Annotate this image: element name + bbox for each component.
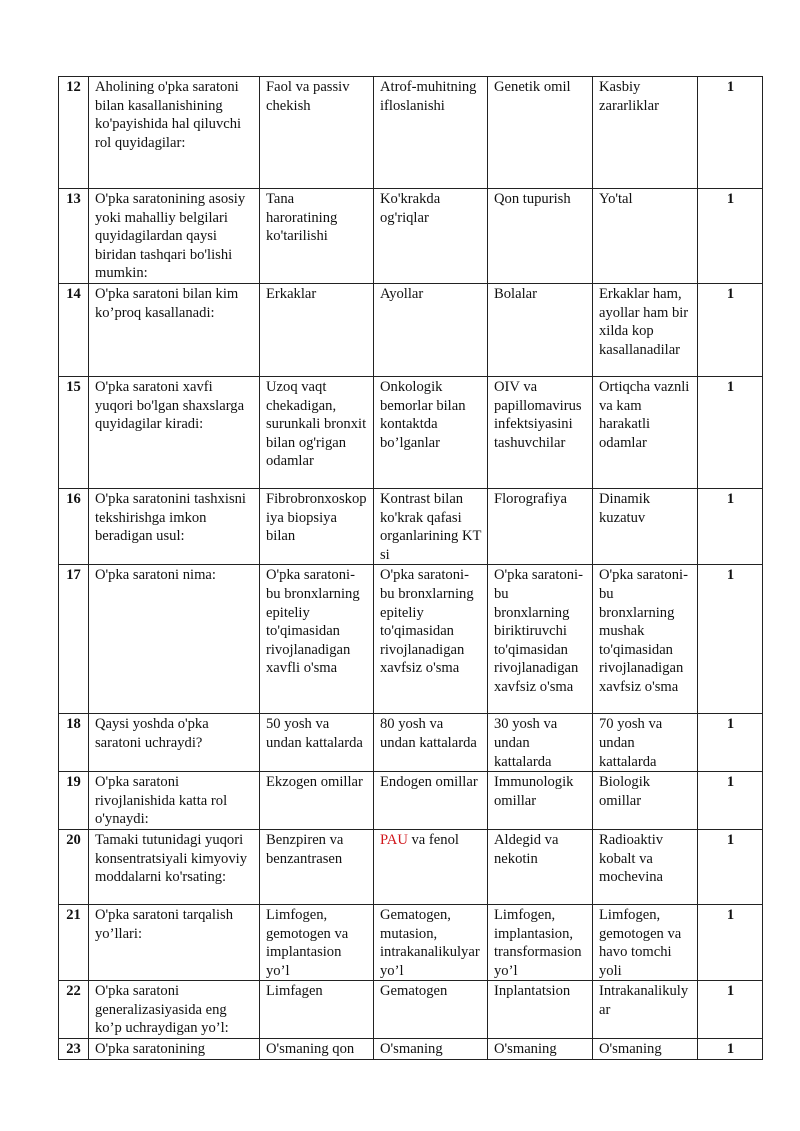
question-text: O'pka saratoni generalizasiyasida eng ko’p uchraydigan yo’l: bbox=[89, 981, 260, 1039]
table-row bbox=[59, 981, 763, 1039]
score: 1 bbox=[698, 488, 763, 564]
answer-d: Limfogen, gemotogen va havo tomchi yoli bbox=[593, 904, 698, 980]
question-text: Aholining o'pka saratoni bilan kasallanishining ko'payishida hal qiluvchi rol quyidagilar: bbox=[89, 77, 260, 189]
answer-a: Fibrobronxoskopiya biopsiya bilan bbox=[260, 488, 374, 564]
answer-d: Biologik omillar bbox=[593, 772, 698, 830]
score: 1 bbox=[698, 981, 763, 1039]
question-text: O'pka saratoni bilan kim ko’proq kasallanadi: bbox=[89, 283, 260, 376]
answer-a: Erkaklar bbox=[260, 283, 374, 376]
answer-d: Radioaktiv kobalt va mochevina bbox=[593, 829, 698, 904]
answer-d: Kasbiy zararliklar bbox=[593, 77, 698, 189]
answer-c: OIV va papillomavirus infektsiyasini tashuvchilar bbox=[488, 376, 593, 488]
answer-c: Qon tupurish bbox=[488, 189, 593, 284]
table-row bbox=[59, 829, 763, 904]
question-number: 14 bbox=[59, 283, 89, 376]
question-number: 23 bbox=[59, 1039, 89, 1060]
answer-a: O'smaning qon bbox=[260, 1039, 374, 1060]
answer-b-highlight: PAU bbox=[380, 831, 408, 848]
table-row bbox=[59, 1039, 763, 1060]
answer-a: Limfogen, gemotogen va implantasion yo’l bbox=[260, 904, 374, 980]
question-text: O'pka saratonining asosiy yoki mahalliy belgilari quyidagilardan qaysi biridan tashqari bo'lishi mumkin: bbox=[89, 189, 260, 284]
question-text: O'pka saratoni xavfi yuqori bo'lgan shaxslarga quyidagilar kiradi: bbox=[89, 376, 260, 488]
quiz-table bbox=[58, 76, 763, 1060]
answer-c: O'smaning bbox=[488, 1039, 593, 1060]
table-row bbox=[59, 488, 763, 564]
answer-b: Ko'krakda og'riqlar bbox=[374, 189, 488, 284]
answer-b: 80 yosh va undan kattalarda bbox=[374, 714, 488, 772]
table-row bbox=[59, 565, 763, 714]
question-text: O'pka saratonini tashxisni tekshirishga imkon beradigan usul: bbox=[89, 488, 260, 564]
score: 1 bbox=[698, 772, 763, 830]
answer-b: O'smaning bbox=[374, 1039, 488, 1060]
question-number: 20 bbox=[59, 829, 89, 904]
score: 1 bbox=[698, 283, 763, 376]
answer-d: O'pka saratoni-bu bronxlarning mushak to'qimasidan rivojlanadigan xavfsiz o'sma bbox=[593, 565, 698, 714]
answer-d: O'smaning bbox=[593, 1039, 698, 1060]
answer-b: Gematogen, mutasion, intrakanalikulyar yo’l bbox=[374, 904, 488, 980]
score: 1 bbox=[698, 376, 763, 488]
question-number: 16 bbox=[59, 488, 89, 564]
answer-a: Benzpiren va benzantrasen bbox=[260, 829, 374, 904]
score: 1 bbox=[698, 714, 763, 772]
score: 1 bbox=[698, 829, 763, 904]
question-number: 19 bbox=[59, 772, 89, 830]
answer-b: Kontrast bilan ko'krak qafasi organlarining KT si bbox=[374, 488, 488, 564]
score: 1 bbox=[698, 1039, 763, 1060]
table-row bbox=[59, 77, 763, 189]
question-text: O'pka saratoni nima: bbox=[89, 565, 260, 714]
score: 1 bbox=[698, 189, 763, 284]
answer-c: Genetik omil bbox=[488, 77, 593, 189]
answer-c: Limfogen, implantasion, transformasion yo’l bbox=[488, 904, 593, 980]
score: 1 bbox=[698, 904, 763, 980]
answer-b-rest: va fenol bbox=[407, 831, 459, 848]
answer-a: 50 yosh va undan kattalarda bbox=[260, 714, 374, 772]
answer-c: Bolalar bbox=[488, 283, 593, 376]
table-row bbox=[59, 714, 763, 772]
answer-d: Dinamik kuzatuv bbox=[593, 488, 698, 564]
answer-b: Gematogen bbox=[374, 981, 488, 1039]
answer-c: Inplantatsion bbox=[488, 981, 593, 1039]
answer-c: Aldegid va nekotin bbox=[488, 829, 593, 904]
answer-b: Onkologik bemorlar bilan kontaktda bo’lganlar bbox=[374, 376, 488, 488]
question-text: O'pka saratonining bbox=[89, 1039, 260, 1060]
answer-a: Faol va passiv chekish bbox=[260, 77, 374, 189]
answer-d: Ortiqcha vaznli va kam harakatli odamlar bbox=[593, 376, 698, 488]
table-row bbox=[59, 189, 763, 284]
answer-a: O'pka saratoni-bu bronxlarning epiteliy to'qimasidan rivojlanadigan xavfli o'sma bbox=[260, 565, 374, 714]
answer-c: 30 yosh va undan kattalarda bbox=[488, 714, 593, 772]
answer-b bbox=[374, 829, 488, 904]
answer-b: Atrof-muhitning ifloslanishi bbox=[374, 77, 488, 189]
question-number: 13 bbox=[59, 189, 89, 284]
answer-d: Intrakanalikulyar bbox=[593, 981, 698, 1039]
answer-a: Ekzogen omillar bbox=[260, 772, 374, 830]
question-number: 21 bbox=[59, 904, 89, 980]
answer-b: Endogen omillar bbox=[374, 772, 488, 830]
question-number: 12 bbox=[59, 77, 89, 189]
answer-d: 70 yosh va undan kattalarda bbox=[593, 714, 698, 772]
question-text: Tamaki tutunidagi yuqori konsentratsiyali kimyoviy moddalarni ko'rsating: bbox=[89, 829, 260, 904]
question-number: 18 bbox=[59, 714, 89, 772]
table-row bbox=[59, 283, 763, 376]
question-text: Qaysi yoshda o'pka saratoni uchraydi? bbox=[89, 714, 260, 772]
answer-c: Florografiya bbox=[488, 488, 593, 564]
answer-d: Erkaklar ham, ayollar ham bir xilda kop kasallanadilar bbox=[593, 283, 698, 376]
table-row bbox=[59, 904, 763, 980]
answer-a: Uzoq vaqt chekadigan, surunkali bronxit bilan og'rigan odamlar bbox=[260, 376, 374, 488]
table-row bbox=[59, 772, 763, 830]
answer-c: O'pka saratoni-bu bronxlarning biriktiruvchi to'qimasidan rivojlanadigan xavfsiz o'sma bbox=[488, 565, 593, 714]
question-text: O'pka saratoni rivojlanishida katta rol o'ynaydi: bbox=[89, 772, 260, 830]
answer-a: Tana haroratining ko'tarilishi bbox=[260, 189, 374, 284]
question-number: 22 bbox=[59, 981, 89, 1039]
question-text: O'pka saratoni tarqalish yo’llari: bbox=[89, 904, 260, 980]
question-number: 17 bbox=[59, 565, 89, 714]
score: 1 bbox=[698, 77, 763, 189]
answer-a: Limfagen bbox=[260, 981, 374, 1039]
answer-d: Yo'tal bbox=[593, 189, 698, 284]
answer-c: Immunologik omillar bbox=[488, 772, 593, 830]
answer-b: Ayollar bbox=[374, 283, 488, 376]
table-row bbox=[59, 376, 763, 488]
answer-b: O'pka saratoni-bu bronxlarning epiteliy to'qimasidan rivojlanadigan xavfsiz o'sma bbox=[374, 565, 488, 714]
score: 1 bbox=[698, 565, 763, 714]
question-number: 15 bbox=[59, 376, 89, 488]
